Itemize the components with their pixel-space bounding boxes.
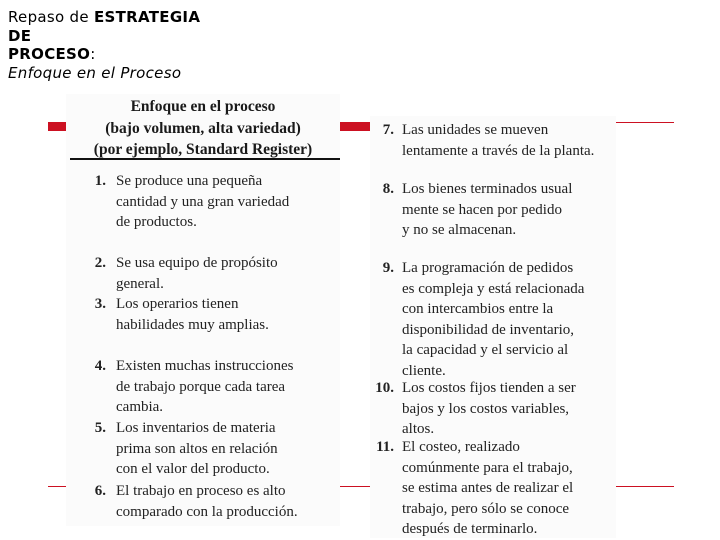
item-number: 3.: [94, 296, 106, 312]
item-number: 2.: [94, 255, 106, 271]
item-number: 8.: [382, 181, 394, 197]
table-panel-right: [370, 116, 616, 538]
title-bold-2: DE: [8, 26, 32, 45]
table-header: [66, 96, 340, 161]
item-number: 11.: [376, 439, 394, 455]
table-header-line-3: (por ejemplo, Standard Register): [93, 141, 313, 158]
item-text: Los costos fijos tienden a ser bajos y los costos variables, altos.: [402, 380, 576, 437]
item-text: El trabajo en proceso es alto comparado con la producción.: [116, 483, 298, 520]
item-text: Los operarios tienen habilidades muy amplias.: [116, 296, 269, 333]
item-number: 7.: [382, 122, 394, 138]
item-text: Se usa equipo de propósito general.: [116, 255, 278, 292]
slide-subtitle: Enfoque en el Proceso: [8, 63, 182, 82]
table-panel-left: [66, 94, 340, 526]
item-number: 6.: [94, 483, 106, 499]
item-number: 1.: [94, 173, 106, 189]
title-bold-3: PROCESO: [8, 45, 91, 63]
title-prefix: Repaso de: [8, 8, 94, 26]
red-line-left-bottom: [48, 486, 66, 487]
item-number: 10.: [375, 380, 394, 396]
title-colon: :: [90, 45, 96, 63]
item-text: Se produce una pequeña cantidad y una gran variedad de productos.: [116, 173, 290, 230]
item-text: El costeo, realizado comúnmente para el trabajo, se estima antes de realizar el trabajo, pero sólo se conoce después de terminarlo.: [402, 439, 574, 537]
table-header-line-2: (bajo volumen, alta variedad): [105, 119, 301, 137]
item-text: Las unidades se mueven lentamente a través de la planta.: [402, 122, 595, 159]
item-text: Los inventarios de materia prima son altos en relación con el valor del producto.: [116, 420, 278, 477]
red-bar-center-top: [340, 122, 370, 131]
item-number: 4.: [94, 358, 106, 374]
title-bold-1: ESTRATEGIA: [93, 8, 201, 26]
table-header-line-1: Enfoque en el proceso: [130, 98, 276, 115]
red-line-right-bottom: [616, 486, 674, 487]
red-line-right-top: [616, 122, 674, 123]
item-text: Los bienes terminados usual mente se hacen por pedido y no se almacenan.: [402, 181, 573, 238]
item-text: La programación de pedidos es compleja y está relacionada con intercambios entre la disponibilidad de inventario, la capacidad y el servicio al cliente.: [402, 260, 585, 379]
red-line-center-bottom: [340, 486, 370, 487]
item-number: 9.: [382, 260, 394, 276]
item-text: Existen muchas instrucciones de trabajo porque cada tarea cambia.: [116, 358, 294, 415]
header-rule: [70, 158, 340, 160]
slide-title: [8, 8, 200, 82]
item-number: 5.: [94, 420, 106, 436]
